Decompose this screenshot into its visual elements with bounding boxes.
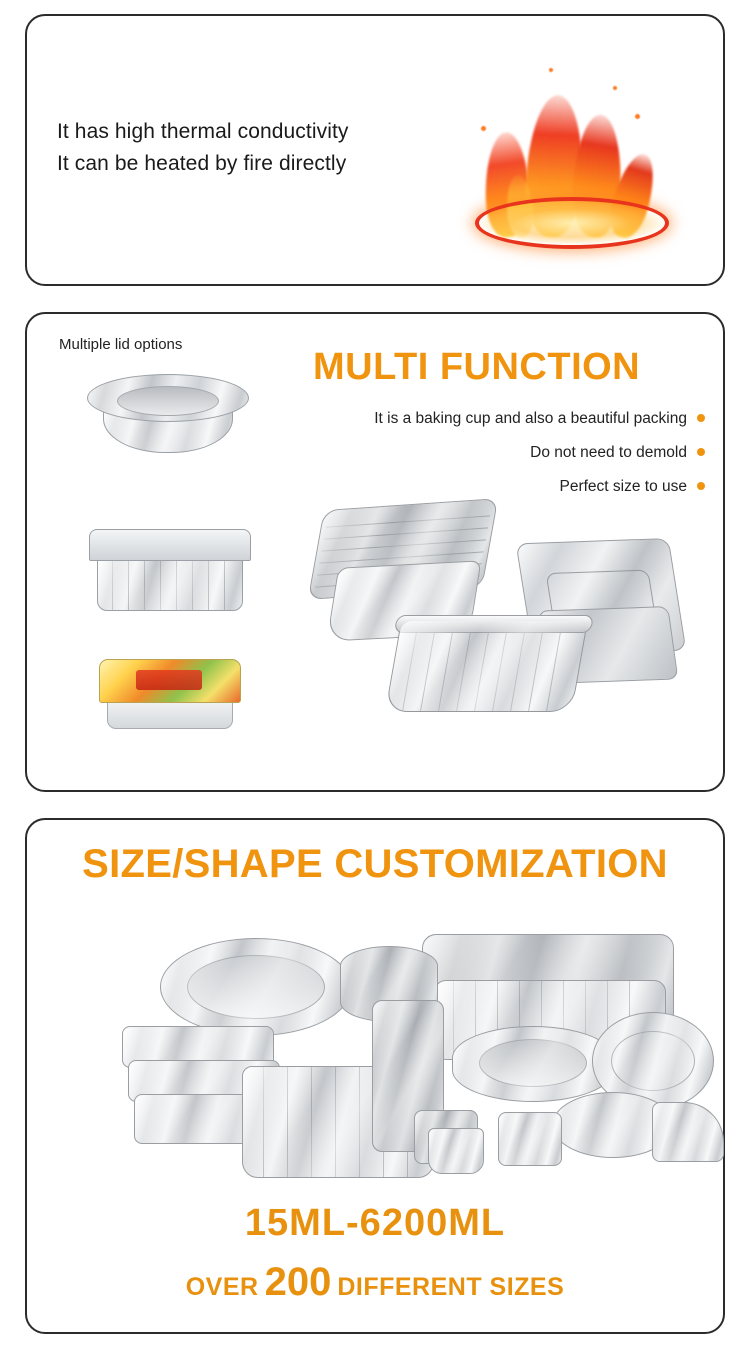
- product-range-photo: [122, 916, 682, 1196]
- lid-option-rect-clear-lid: [89, 529, 249, 613]
- multi-function-panel: [25, 312, 725, 792]
- bullet-dot-icon: [697, 414, 705, 422]
- thermal-conductivity-panel: [25, 14, 725, 286]
- tray-body: [97, 555, 243, 611]
- thermal-line-1: It has high thermal conductivity: [57, 120, 349, 143]
- flame-spark: [635, 114, 640, 119]
- thermal-line-2: It can be heated by fire directly: [57, 152, 347, 175]
- sizes-count: 200: [264, 1260, 332, 1304]
- clear-lid: [89, 529, 251, 561]
- small-square-container: [498, 1112, 562, 1166]
- lid-inner-ring: [611, 1031, 695, 1091]
- list-item: [374, 478, 705, 496]
- bullet-text: Perfect size to use: [559, 478, 687, 495]
- flame-spark: [549, 68, 553, 72]
- list-item: [374, 444, 705, 462]
- thermal-text-block: [57, 116, 349, 180]
- shaped-foil-container: [652, 1102, 724, 1162]
- list-item: [374, 410, 705, 428]
- size-shape-title: SIZE/SHAPE CUSTOMIZATION: [82, 842, 668, 886]
- sizes-suffix: DIFFERENT SIZES: [337, 1273, 565, 1301]
- platter-inner: [187, 955, 325, 1019]
- plate-inner: [479, 1039, 587, 1087]
- tray-rim: [394, 615, 594, 633]
- size-shape-customization-panel: [25, 818, 725, 1334]
- flame-spark: [613, 86, 617, 90]
- volume-range-text: 15ML-6200ML: [244, 1202, 506, 1244]
- lid-option-printed-paper-lid: [99, 659, 239, 729]
- round-plate-stack: [452, 1026, 614, 1102]
- printed-lid-artwork: [99, 659, 241, 703]
- container-stack-photo: [307, 504, 687, 754]
- fire-ring: [475, 197, 669, 249]
- flame-spark: [481, 126, 486, 131]
- tray-ribs: [98, 556, 242, 610]
- multi-function-bullet-list: [374, 410, 705, 512]
- sizes-prefix: OVER: [185, 1273, 259, 1301]
- lid-option-round-bowl: [87, 374, 247, 456]
- lid-options-label: Multiple lid options: [59, 336, 183, 353]
- bullet-dot-icon: [697, 482, 705, 490]
- bullet-text: It is a baking cup and also a beautiful packing: [374, 410, 687, 427]
- oval-foil-platter: [160, 938, 352, 1036]
- different-sizes-text: [186, 1260, 565, 1305]
- bowl-inner: [117, 386, 219, 416]
- bullet-dot-icon: [697, 448, 705, 456]
- multi-function-title: MULTI FUNCTION: [313, 346, 641, 388]
- front-foil-tray: [385, 620, 588, 712]
- flame-icon: [453, 56, 683, 271]
- bullet-text: Do not need to demold: [530, 444, 687, 461]
- tray-ribs: [386, 621, 587, 711]
- small-foil-cup: [428, 1128, 484, 1174]
